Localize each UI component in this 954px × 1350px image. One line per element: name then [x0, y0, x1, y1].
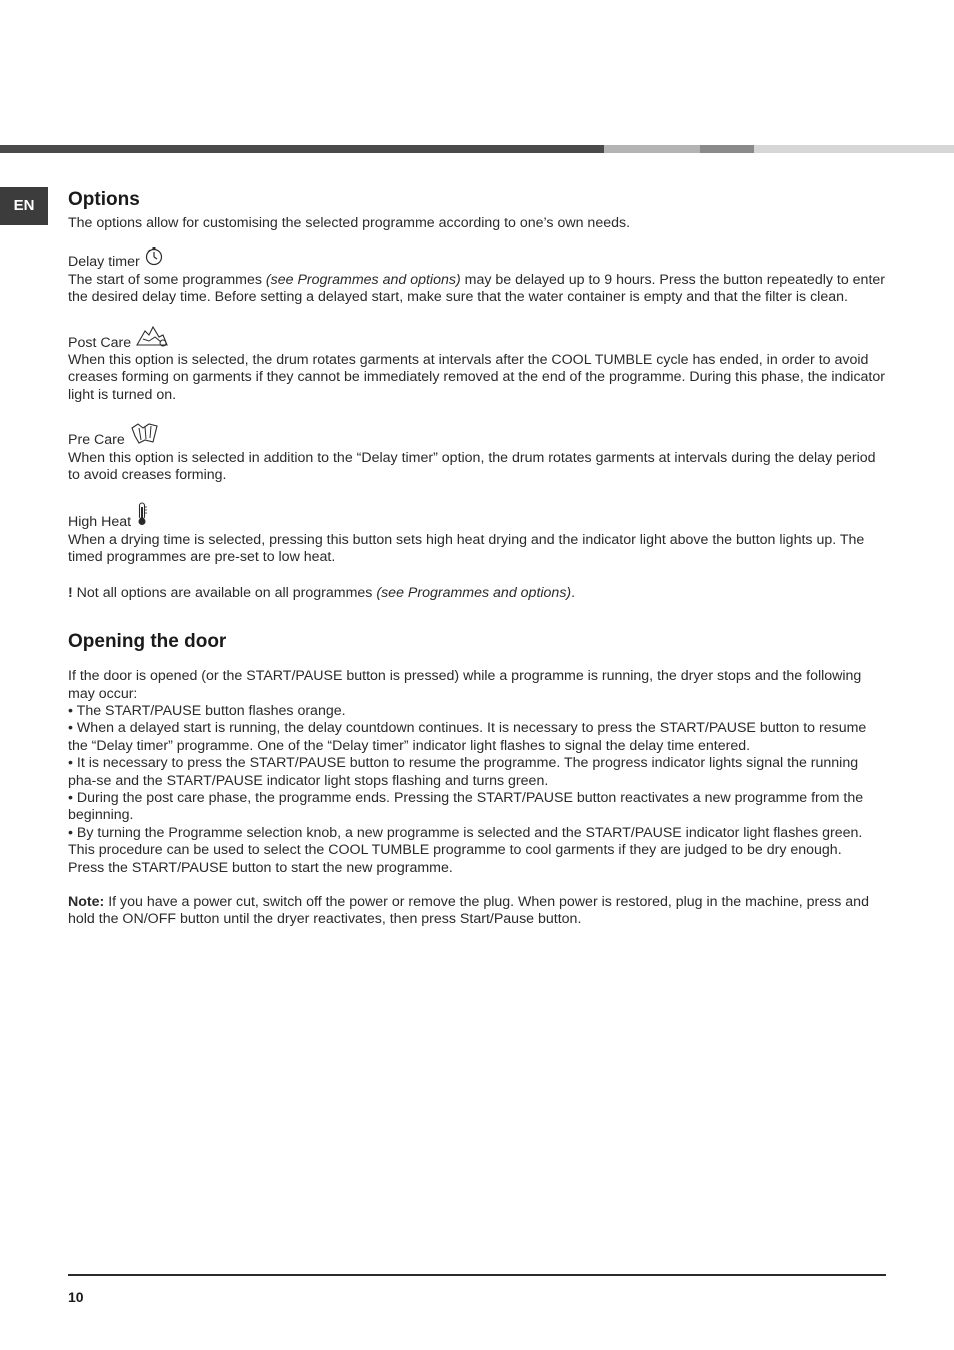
option-pre-care-title — [68, 422, 886, 449]
door-section — [68, 668, 886, 877]
door-bullet: • When a delayed start is running, the delay countdown continues. It is necessary to press the START/PAUSE button to resume the “Delay timer” programme. One of the “Delay timer” indicator light flashes to signal the delay time entered. — [68, 720, 867, 754]
door-bullet: • By turning the Programme selection knob, a new programme is selected and the START/PAUSE indicator light flashes green. This procedure can be used to select the COOL TUMBLE programme to cool garments if they are judged to be dry enough. — [68, 824, 863, 859]
option-high-heat-title — [68, 502, 886, 531]
options-heading: Options — [68, 189, 140, 210]
door-bullet: • The START/PAUSE button flashes orange. — [68, 702, 346, 719]
page-content — [68, 188, 886, 929]
option-pre-care-body: When this option is selected in addition to the “Delay timer” option, the drum rotates garments at intervals during the delay period to avoid creases forming. — [68, 449, 876, 484]
header-bar-segment — [0, 145, 604, 153]
option-label: Delay timer — [68, 254, 140, 271]
option-label: Post Care — [68, 334, 132, 351]
option-delay-timer-title — [68, 246, 886, 271]
header-bar-segment — [700, 145, 754, 153]
door-note: Note: If you have a power cut, switch off the power or remove the plug. When power is restored, plug in the machine, press and hold the ON/OFF button until the dryer reactivates, then press Start/Pause button. — [68, 893, 869, 928]
option-post-care-title — [68, 325, 886, 352]
option-post-care-body: When this option is selected, the drum rotates garments at intervals after the COOL TUMBLE cycle has ended, in order to avoid creases forming on garments if they cannot be immediately removed at the end of the programme. During this phase, the indicator light is turned on. — [68, 352, 885, 403]
header-bar-segment — [604, 145, 700, 153]
door-intro: If the door is opened (or the START/PAUSE button is pressed) while a programme is running, the dryer stops and the following may occur: — [68, 668, 862, 702]
door-heading: Opening the door — [68, 631, 227, 653]
door-closing: Press the START/PAUSE button to start the new programme. — [68, 859, 453, 876]
post-care-icon — [135, 325, 169, 352]
door-bullet: • It is necessary to press the START/PAUSE button to resume the programme. The progress indicator lights signal the running pha-se and the START/PAUSE indicator light stops flashing and turns green. — [68, 755, 859, 789]
header-color-bar — [0, 145, 954, 153]
page-number: 10 — [68, 1289, 84, 1305]
language-badge: EN — [0, 187, 48, 225]
note-label: Note: — [68, 893, 105, 910]
option-delay-timer-body: The start of some programmes (see Programmes and options) may be delayed up to 9 hours. Press the button repeatedly to enter the desired delay time. Before setting a delayed start, make sure that the water container is empty and that the filter is clean. — [68, 271, 886, 306]
option-high-heat-body: When a drying time is selected, pressing this button sets high heat drying and the indicator light above the button lights up. The timed programmes are pre-set to low heat. — [68, 531, 865, 566]
option-label: High Heat — [68, 514, 132, 531]
option-label: Pre Care — [68, 432, 125, 449]
options-intro: The options allow for customising the selected programme according to one’s own needs. — [68, 215, 631, 231]
door-bullet: • During the post care phase, the programme ends. Pressing the START/PAUSE button reactivates a new programme from the beginning. — [68, 789, 864, 824]
pre-care-icon — [129, 422, 161, 449]
footer-rule — [68, 1274, 886, 1276]
timer-icon — [144, 246, 164, 271]
thermometer-icon — [135, 502, 149, 531]
header-bar-segment — [754, 145, 954, 153]
warning-mark: ! — [68, 584, 73, 601]
options-warning: ! Not all options are available on all programmes (see Programmes and options). — [68, 584, 576, 601]
